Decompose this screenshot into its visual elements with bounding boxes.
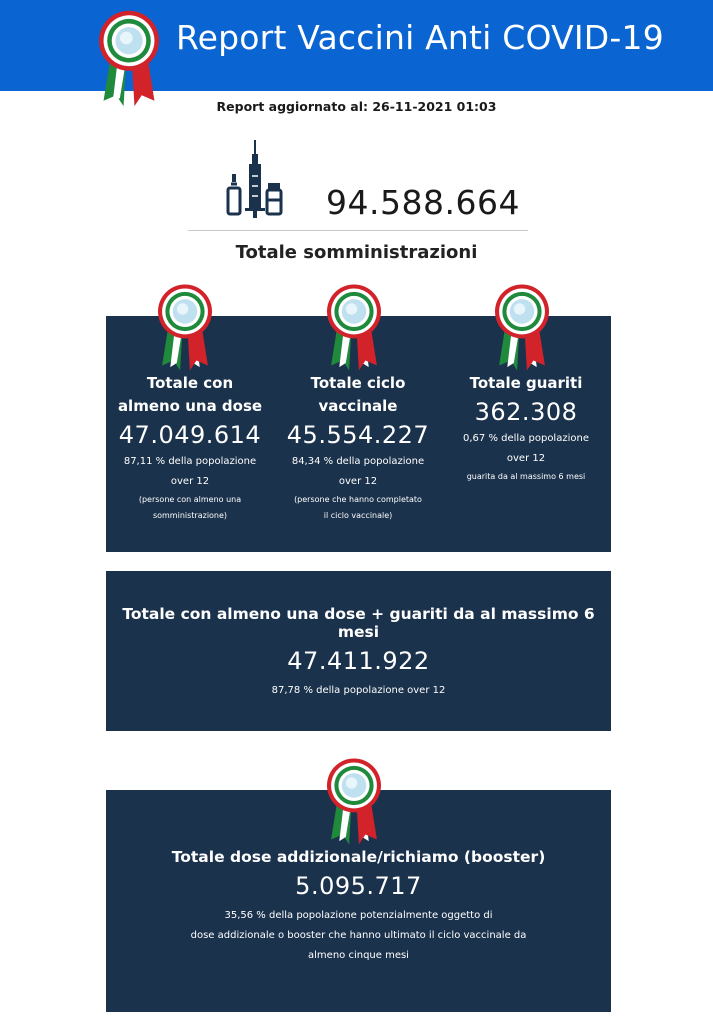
- app-header: [0, 0, 713, 91]
- card-percentage: over 12: [338, 476, 378, 487]
- combined-value: 47.411.922: [287, 647, 430, 675]
- card-note: il ciclo vaccinale): [323, 511, 393, 520]
- combined-title: Totale con almeno una dose + guariti da al massimo 6 mesi: [122, 605, 595, 641]
- card-note: guarita da al massimo 6 mesi: [466, 472, 586, 481]
- booster-percentage: dose addizionale o booster che hanno ultimato il ciclo vaccinale da: [190, 930, 527, 941]
- total-administrations-value: 94.588.664: [326, 183, 520, 222]
- card-title: Totale ciclo: [310, 374, 406, 392]
- vaccine-syringe-vials-icon: [224, 140, 286, 218]
- italian-cockade-icon: [323, 282, 385, 372]
- booster-value: 5.095.717: [295, 872, 422, 900]
- card-percentage: 87,11 % della popolazione: [123, 456, 257, 467]
- page-title: Report Vaccini Anti COVID-19: [176, 18, 664, 57]
- card-first-dose: [112, 372, 268, 524]
- italian-cockade-icon: [491, 282, 553, 372]
- booster-percentage: almeno cinque mesi: [308, 950, 409, 961]
- combined-percentage: 87,78 % della popolazione over 12: [271, 685, 446, 696]
- card-title: Totale con: [146, 374, 234, 392]
- italian-cockade-icon: [323, 756, 385, 846]
- card-title: vaccinale: [318, 397, 398, 415]
- booster-percentage: 35,56 % della popolazione potenzialmente oggetto di: [224, 910, 493, 921]
- italian-cockade-icon: [154, 282, 216, 372]
- card-note: (persone con almeno una: [138, 495, 242, 504]
- card-note: (persone che hanno completato: [294, 495, 422, 504]
- divider: [188, 230, 528, 231]
- card-percentage: over 12: [506, 453, 546, 464]
- card-value: 47.049.614: [118, 421, 262, 449]
- card-value: 45.554.227: [286, 421, 430, 449]
- card-note: somministrazione): [152, 511, 228, 520]
- italian-cockade-icon: [95, 8, 163, 108]
- booster-title: Totale dose addizionale/richiamo (booster): [171, 848, 546, 866]
- card-title: Totale guariti: [469, 374, 583, 392]
- card-title: almeno una dose: [117, 397, 263, 415]
- combined-panel: [106, 571, 611, 731]
- card-value: 362.308: [474, 398, 578, 426]
- card-percentage: 0,67 % della popolazione: [463, 433, 589, 444]
- card-percentage: over 12: [170, 476, 210, 487]
- card-full-cycle: [280, 372, 436, 524]
- report-updated-timestamp: Report aggiornato al: 26-11-2021 01:03: [216, 99, 497, 114]
- total-administrations-label: Totale somministrazioni: [235, 242, 478, 263]
- card-recovered: [448, 372, 604, 485]
- card-percentage: 84,34 % della popolazione: [291, 456, 425, 467]
